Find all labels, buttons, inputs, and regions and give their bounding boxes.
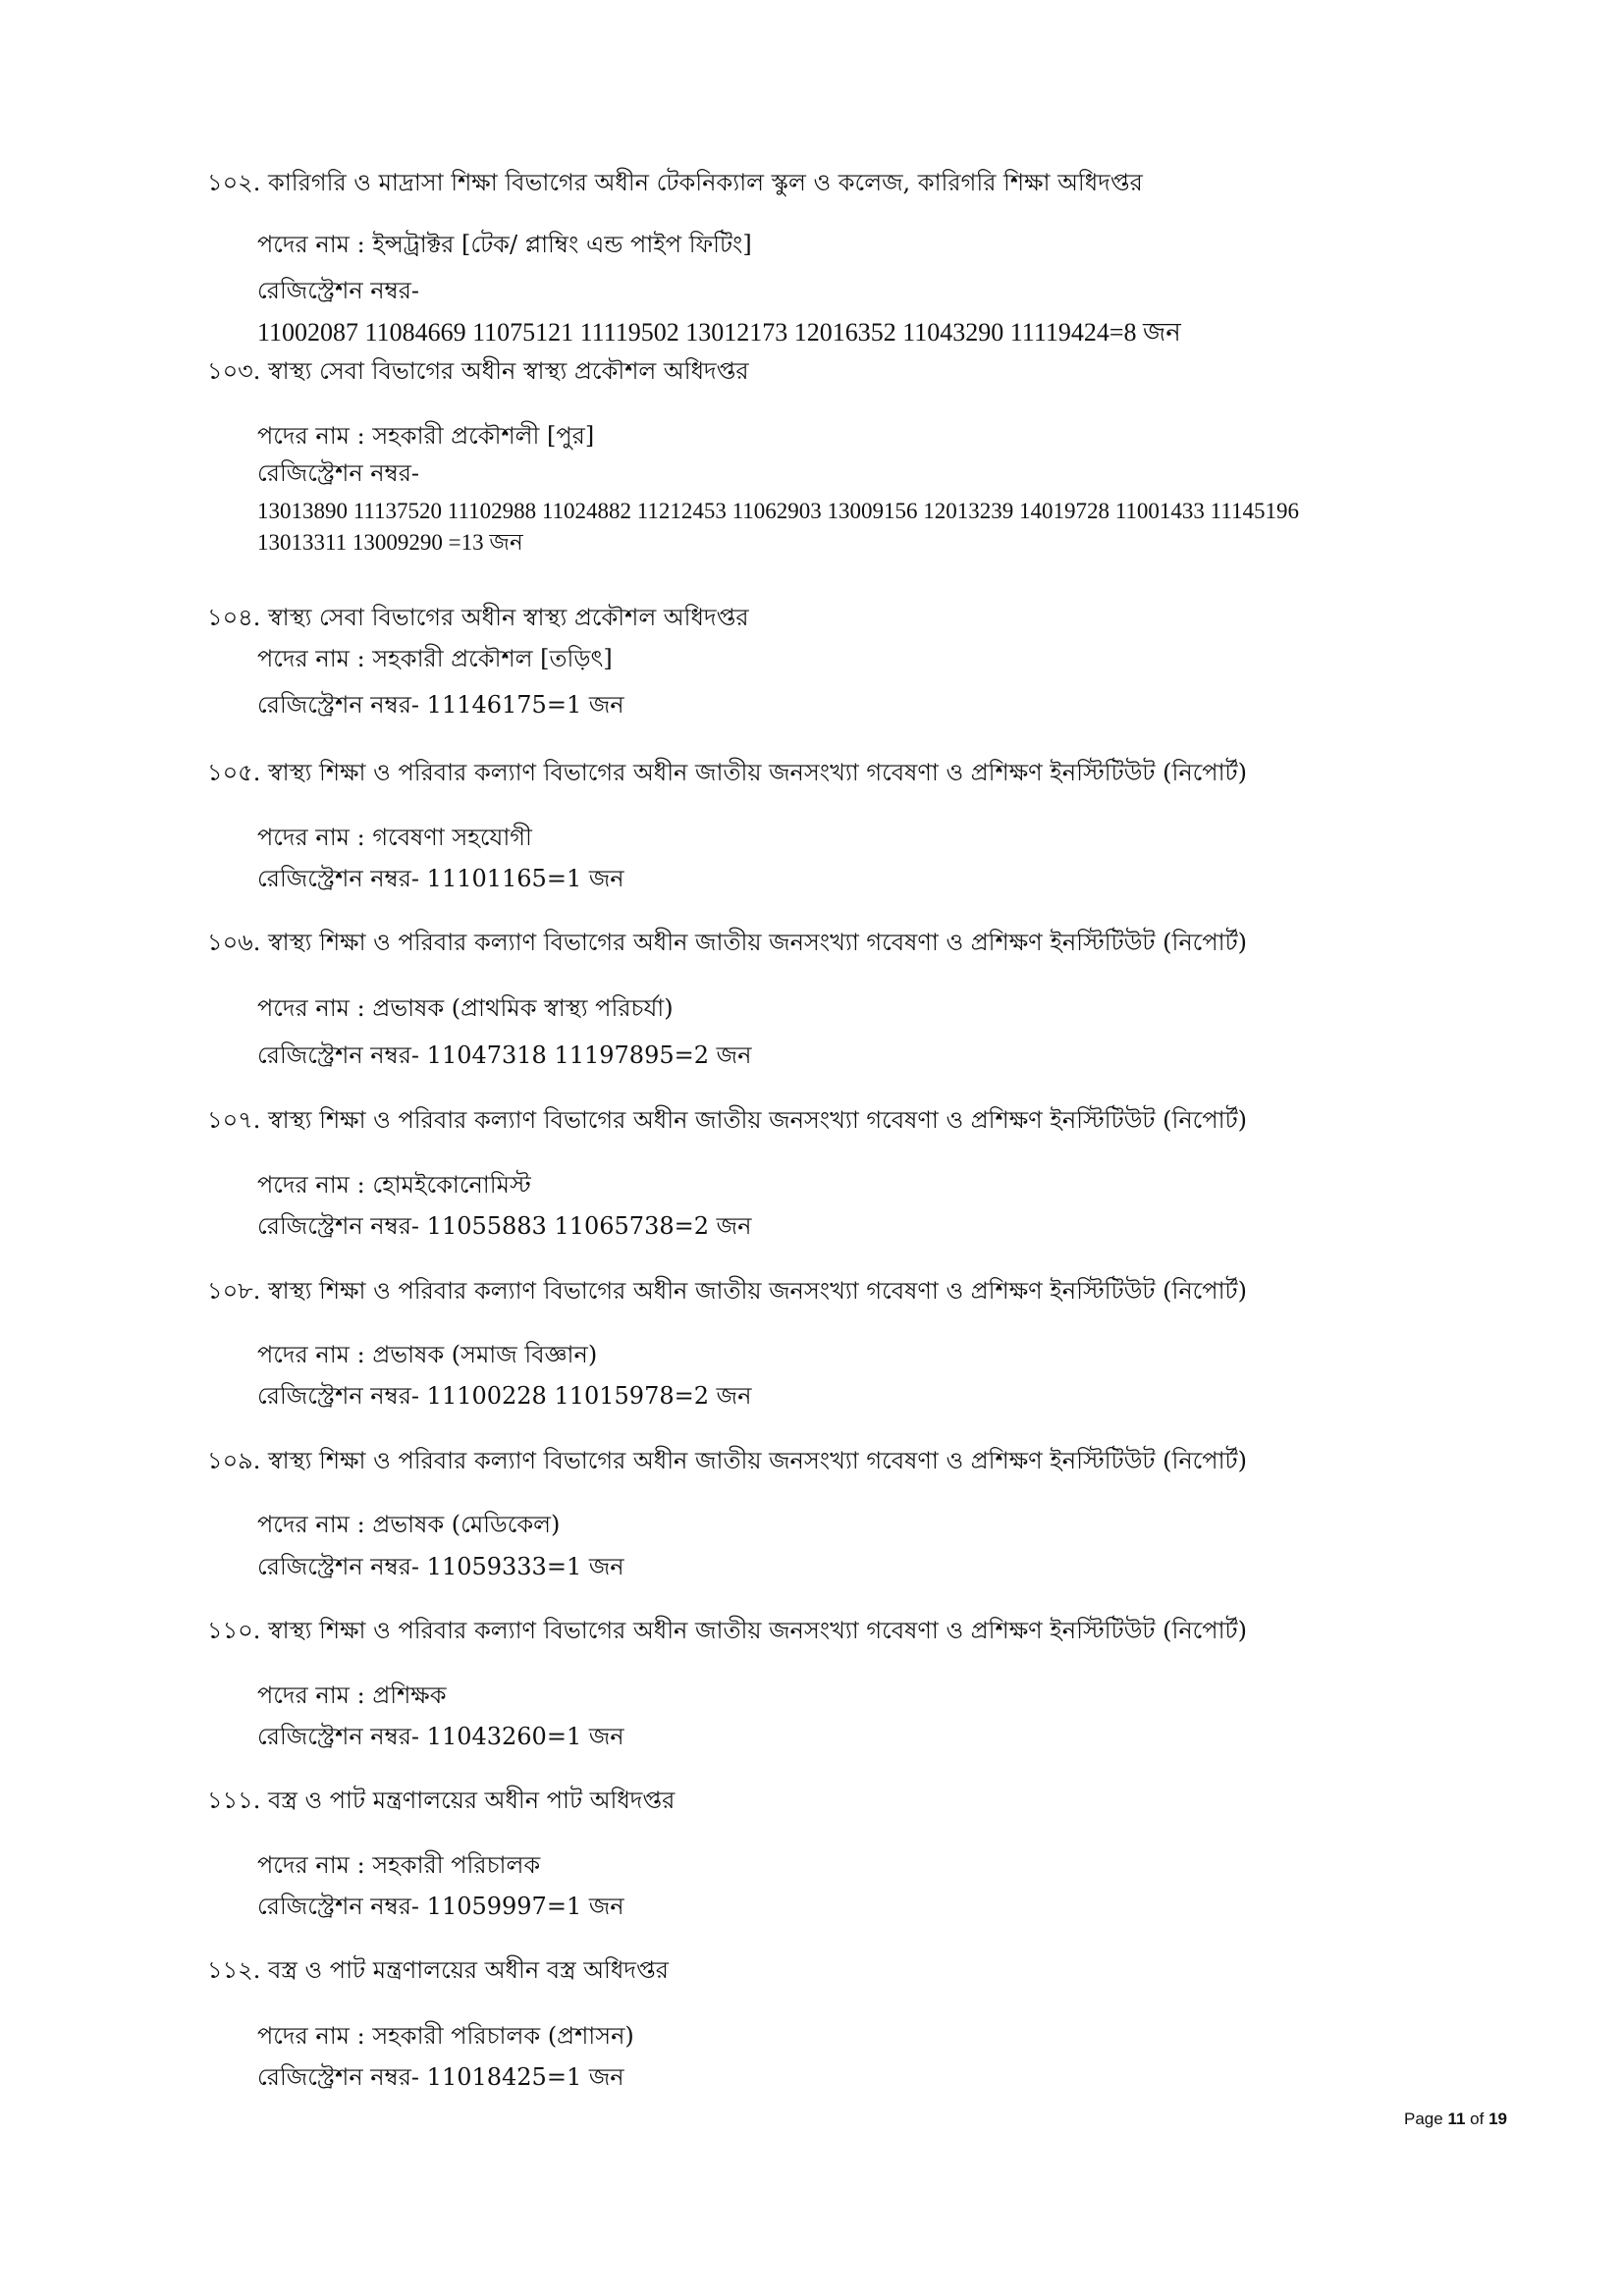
post-name: পদের নাম : প্রভাষক (প্রাথমিক স্বাস্থ্য পরিচর্যা) — [257, 994, 674, 1022]
post-name: পদের নাম : প্রশিক্ষক — [257, 1682, 447, 1709]
post-name: পদের নাম : সহকারী পরিচালক — [257, 1851, 541, 1879]
post-name: পদের নাম : প্রভাষক (মেডিকেল) — [257, 1511, 561, 1538]
registration-line: রেজিস্ট্রেশন নম্বর- 11055883 11065738=2 জন — [257, 1212, 752, 1240]
post-name: পদের নাম : সহকারী প্রকৌশল [তড়িৎ] — [257, 645, 613, 672]
registration-line: রেজিস্ট্রেশন নম্বর- 11018425=1 জন — [257, 2063, 624, 2091]
post-name: পদের নাম : সহকারী প্রকৌশলী [পুর] — [257, 422, 595, 450]
post-name: পদের নাম : প্রভাষক (সমাজ বিজ্ঞান) — [257, 1341, 598, 1368]
section-heading: ১১২. বস্ত্র ও পাট মন্ত্রণালয়ের অধীন বস্ত্র অধিদপ্তর — [207, 1956, 669, 1984]
registration-numbers: 13013890 11137520 11102988 11024882 11212453 11062903 13009156 12013239 14019728 11001433 11145196 — [257, 499, 1299, 523]
of-word: of — [1470, 2109, 1485, 2128]
section-heading: ১০৩. স্বাস্থ্য সেবা বিভাগের অধীন স্বাস্থ্য প্রকৌশল অধিদপ্তর — [207, 357, 749, 385]
section-heading: ১০৮. স্বাস্থ্য শিক্ষা ও পরিবার কল্যাণ বিভাগের অধীন জাতীয় জনসংখ্যা গবেষণা ও প্রশিক্ষণ ইনস্টিটিউট (নিপোর্ট) — [207, 1277, 1247, 1305]
section-heading: ১০৪. স্বাস্থ্য সেবা বিভাগের অধীন স্বাস্থ্য প্রকৌশল অধিদপ্তর — [207, 604, 749, 631]
post-name: পদের নাম : হোমইকোনোমিস্ট — [257, 1171, 531, 1199]
post-name: পদের নাম : সহকারী পরিচালক (প্রশাসন) — [257, 2022, 634, 2050]
total-pages-number: 19 — [1488, 2109, 1507, 2128]
page-number-footer — [1404, 2109, 1507, 2130]
registration-numbers: 11002087 11084669 11075121 11119502 13012173 12016352 11043290 11119424=8 জন — [257, 318, 1181, 347]
registration-line: রেজিস্ট্রেশন নম্বর- 11146175=1 জন — [257, 691, 624, 719]
registration-line: রেজিস্ট্রেশন নম্বর- 11043260=1 জন — [257, 1723, 624, 1750]
registration-line: রেজিস্ট্রেশন নম্বর- 11059997=1 জন — [257, 1893, 624, 1920]
post-name: পদের নাম : ইন্সট্রাক্টর [টেক/ প্লাম্বিং এন্ড পাইপ ফিটিং] — [257, 231, 752, 258]
section-heading: ১০৭. স্বাস্থ্য শিক্ষা ও পরিবার কল্যাণ বিভাগের অধীন জাতীয় জনসংখ্যা গবেষণা ও প্রশিক্ষণ ইনস্টিটিউট (নিপোর্ট) — [207, 1106, 1248, 1134]
section-heading: ১০৬. স্বাস্থ্য শিক্ষা ও পরিবার কল্যাণ বিভাগের অধীন জাতীয় জনসংখ্যা গবেষণা ও প্রশিক্ষণ ইনস্টিটিউট (নিপোর্ট) — [207, 929, 1248, 956]
section-heading: ১০২. কারিগরি ও মাদ্রাসা শিক্ষা বিভাগের অধীন টেকনিক্যাল স্কুল ও কলেজ, কারিগরি শিক্ষা অধিদপ্তর — [207, 169, 1143, 196]
section-heading: ১১১. বস্ত্র ও পাট মন্ত্রণালয়ের অধীন পাট অধিদপ্তর — [207, 1787, 676, 1814]
section-heading: ১১০. স্বাস্থ্য শিক্ষা ও পরিবার কল্যাণ বিভাগের অধীন জাতীয় জনসংখ্যা গবেষণা ও প্রশিক্ষণ ইনস্টিটিউট (নিপোর্ট) — [207, 1617, 1247, 1644]
registration-line: রেজিস্ট্রেশন নম্বর- 11101165=1 জন — [257, 865, 624, 892]
registration-label: রেজিস্ট্রেশন নম্বর- — [257, 277, 420, 304]
registration-label: রেজিস্ট্রেশন নম্বর- — [257, 459, 420, 487]
post-name: পদের নাম : গবেষণা সহযোগী — [257, 824, 532, 851]
registration-numbers: 13013311 13009290 =13 জন — [257, 530, 523, 555]
page-word: Page — [1404, 2109, 1443, 2128]
registration-line: রেজিস্ট্রেশন নম্বর- 11100228 11015978=2 জন — [257, 1382, 752, 1410]
registration-line: রেজিস্ট্রেশন নম্বর- 11047318 11197895=2 জন — [257, 1041, 752, 1069]
section-heading: ১০৫. স্বাস্থ্য শিক্ষা ও পরিবার কল্যাণ বিভাগের অধীন জাতীয় জনসংখ্যা গবেষণা ও প্রশিক্ষণ ইনস্টিটিউট (নিপোর্ট) — [207, 759, 1247, 786]
section-heading: ১০৯. স্বাস্থ্য শিক্ষা ও পরিবার কল্যাণ বিভাগের অধীন জাতীয় জনসংখ্যা গবেষণা ও প্রশিক্ষণ ইনস্টিটিউট (নিপোর্ট) — [207, 1447, 1247, 1474]
current-page-number: 11 — [1447, 2109, 1466, 2128]
registration-line: রেজিস্ট্রেশন নম্বর- 11059333=1 জন — [257, 1553, 624, 1580]
